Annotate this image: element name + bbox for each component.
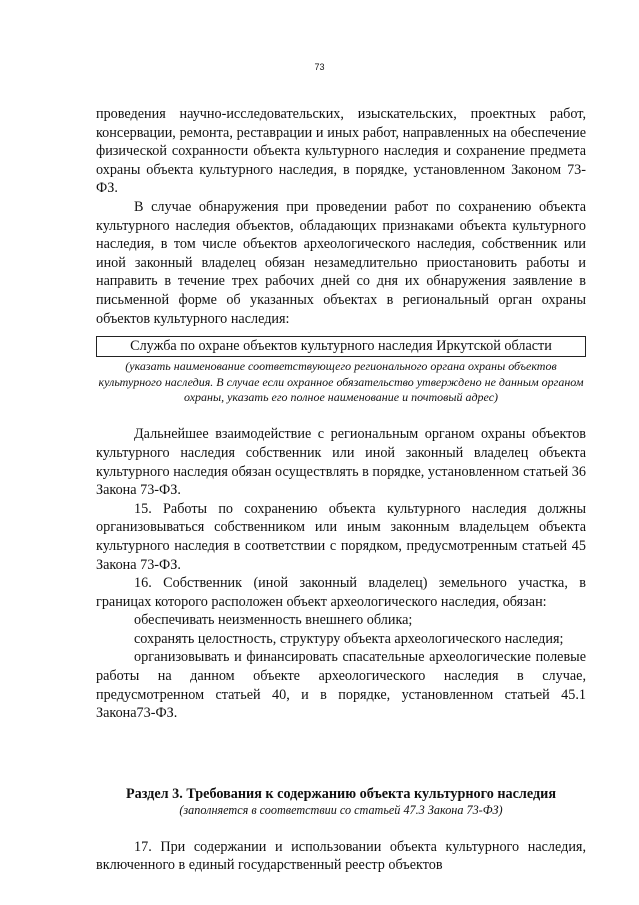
regional-authority-note: (указать наименование соответствующего регионального органа охраны объектов культурного наследия. В случае если охранное обязательство утверждено не данным органом охраны, указать его полное наименование и почтовый адрес) <box>98 359 584 404</box>
paragraph-clause-15: 15. Работы по сохранению объекта культурного наследия должны организовываться собственником или иным законным владельцем объекта культурного наследия в соответствии с порядком, предусмотренным статьей 45 Закона 73-ФЗ. <box>96 500 586 573</box>
paragraph-clause-16-item-3: организовывать и финансировать спасательные археологические полевые работы на данном объекте археологического наследия в случае, предусмотренном статьей 40, и в порядке, установленном статьей 45.1 Закона73-ФЗ. <box>96 649 586 722</box>
paragraph-continuation: проведения научно-исследовательских, изыскательских, проектных работ, консервации, ремонта, реставрации и иных работ, направленных на обеспечение физической сохранности объекта культурного наследия и сохранение предмета охраны объекта культурного наследия, в порядке, установленном Законом 73-ФЗ. <box>96 106 586 197</box>
page-number: 73 <box>314 62 325 72</box>
paragraph-clause-17: 17. При содержании и использовании объекта культурного наследия, включенного в единый государственный реестр объектов <box>96 838 586 874</box>
section-3-note: (заполняется в соответствии со статьей 47.3 Закона 73-ФЗ) <box>179 802 503 817</box>
regional-authority-box: Служба по охране объектов культурного наследия Иркутской области <box>96 336 586 357</box>
section-3-heading: Раздел 3. Требования к содержанию объекта культурного наследия <box>125 785 557 802</box>
paragraph-clause-16-item-2: сохранять целостность, структуру объекта археологического наследия; <box>134 630 564 647</box>
document-body <box>96 105 586 875</box>
paragraph-discovery-notice: В случае обнаружения при проведении работ по сохранению объекта культурного наследия объектов, обладающих признаками объекта культурного наследия, в том числе объектов археологического наследия, собственник или иной законный владелец обязан незамедлительно приостановить работы и направить в течение трех рабочих дней со дня их обнаружения заявление в письменной форме об указанных объектах в региональный орган охраны объектов культурного наследия: <box>96 198 586 327</box>
paragraph-clause-16: 16. Собственник (иной законный владелец) земельного участка, в границах которого расположен объект археологического наследия, обязан: <box>96 575 586 610</box>
paragraph-further-interaction: Дальнейшее взаимодействие с региональным органом охраны объектов культурного наследия собственник или иной законный владелец объекта культурного наследия обязан осуществлять в порядке, установленном статьей 36 Закона 73-ФЗ. <box>96 426 586 499</box>
paragraph-clause-16-item-1: обеспечивать неизменность внешнего облика; <box>134 612 413 629</box>
